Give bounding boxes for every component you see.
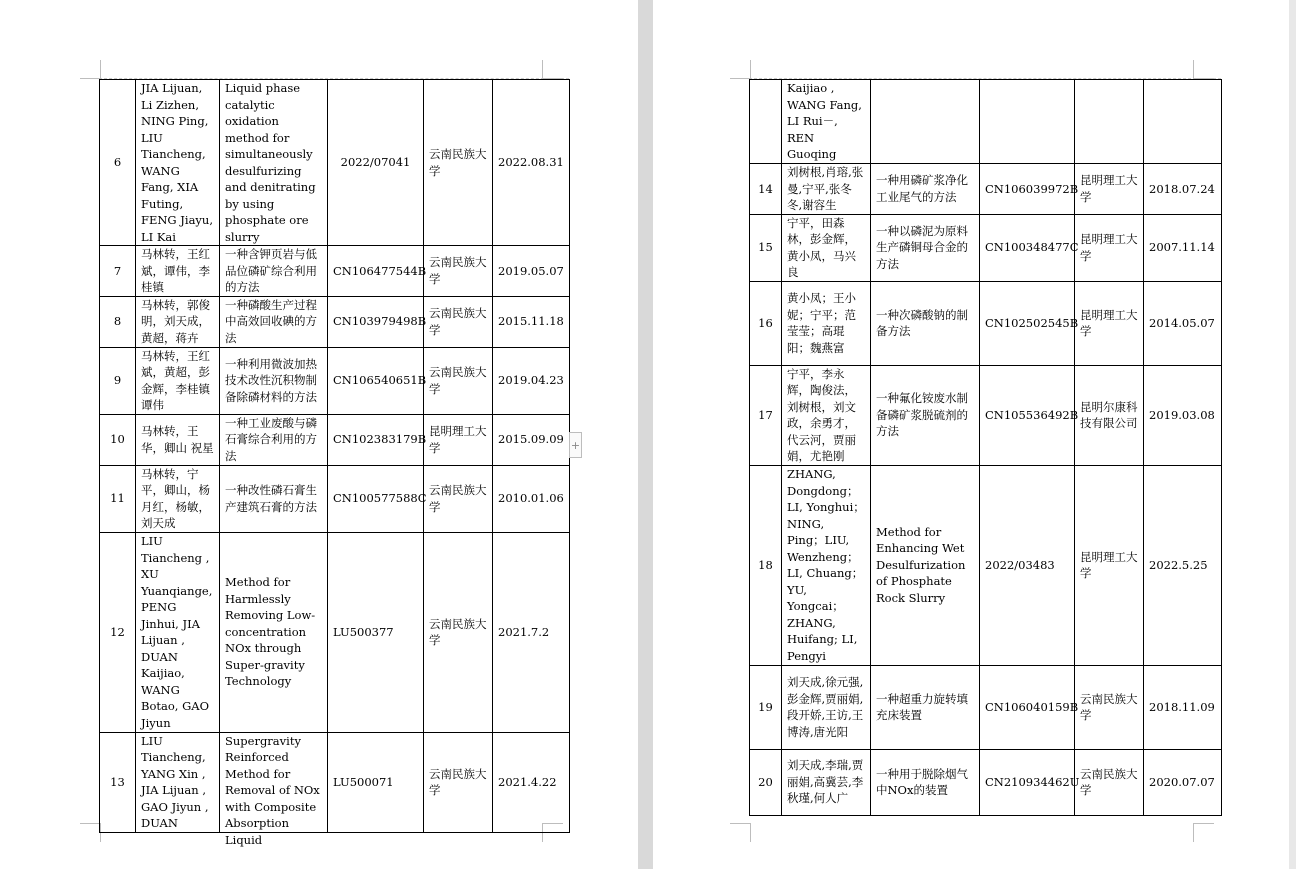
table-row	[750, 80, 1222, 164]
table-row	[100, 532, 570, 732]
date-cell: 2021.4.22	[493, 732, 570, 832]
table-row	[750, 365, 1222, 465]
row-number: 12	[100, 532, 136, 732]
application-number-cell: CN106477544B	[328, 246, 424, 297]
crop-mark-top-left	[80, 60, 101, 79]
inventors-cell: 马林转，宁平，卿山，杨月红，杨敏，刘天成	[136, 465, 220, 532]
crop-mark-top-right	[542, 60, 563, 79]
add-page-handle[interactable]: +	[569, 432, 582, 458]
application-number-cell: CN106540651B	[328, 347, 424, 414]
date-cell: 2019.03.08	[1144, 365, 1222, 465]
inventors-cell: 马林转，王红斌，黄超，彭金辉，李桂镇 谭伟	[136, 347, 220, 414]
date-cell: 2022.5.25	[1144, 465, 1222, 665]
row-number: 17	[750, 365, 782, 465]
application-number-cell	[980, 80, 1075, 164]
table-row	[100, 246, 570, 297]
date-cell: 2018.07.24	[1144, 164, 1222, 215]
date-cell: 2007.11.14	[1144, 214, 1222, 281]
table-row	[750, 214, 1222, 281]
patent-table-right	[749, 79, 1222, 816]
crop-mark-bottom-left	[730, 823, 751, 842]
table-row	[100, 347, 570, 414]
title-cell: 一种改性磷石膏生产建筑石膏的方法	[220, 465, 328, 532]
table-row	[750, 281, 1222, 365]
table-row	[100, 732, 570, 832]
inventors-cell: 宁平，李永辉，陶俊法，刘树根，刘文政，余勇才，代云河，贾丽娟，尤艳刚	[782, 365, 871, 465]
title-cell: 一种用于脱除烟气中NOx的装置	[871, 749, 980, 815]
table-row	[750, 665, 1222, 749]
page-gap	[638, 0, 653, 869]
row-number: 14	[750, 164, 782, 215]
inventors-cell: 刘天成,李瑞,贾丽娟,高冀芸,李秋瑾,何人广	[782, 749, 871, 815]
assignee-cell: 云南民族大学	[1075, 749, 1144, 815]
inventors-cell: ZHANG, Dongdong；LI, Yonghui；NING, Ping；LIU, Wenzheng；LI, Chuang；YU, Yongcai；ZHANG, Huifang; LI, Pengyi	[782, 465, 871, 665]
table-row	[750, 164, 1222, 215]
title-cell: Method for Harmlessly Removing Low-concentration NOx through Super-gravity Technology	[220, 532, 328, 732]
document-page-left	[0, 0, 638, 869]
inventors-cell: 马林转，王红斌，谭伟，李桂镇	[136, 246, 220, 297]
application-number-cell: 2022/07041	[328, 80, 424, 246]
application-number-cell: CN105536492B	[980, 365, 1075, 465]
date-cell: 2019.04.23	[493, 347, 570, 414]
title-cell: 一种含钾页岩与低品位磷矿综合利用的方法	[220, 246, 328, 297]
date-cell: 2015.09.09	[493, 414, 570, 465]
assignee-cell: 昆明理工大学	[1075, 164, 1144, 215]
row-number: 13	[100, 732, 136, 832]
date-cell	[1144, 80, 1222, 164]
crop-mark-top-left	[730, 60, 751, 79]
row-number: 7	[100, 246, 136, 297]
row-number: 6	[100, 80, 136, 246]
title-cell	[871, 80, 980, 164]
row-number: 18	[750, 465, 782, 665]
date-cell: 2015.11.18	[493, 296, 570, 347]
date-cell: 2022.08.31	[493, 80, 570, 246]
table-row	[750, 749, 1222, 815]
inventors-cell	[136, 732, 220, 832]
document-page-right	[653, 0, 1289, 869]
date-cell: 2018.11.09	[1144, 665, 1222, 749]
row-number: 15	[750, 214, 782, 281]
title-cell: 一种用磷矿浆净化工业尾气的方法	[871, 164, 980, 215]
inventors-text: Kaijiao , WANG Fang, LI Rui－, REN Guoqing	[787, 81, 862, 161]
inventors-cell: 刘天成,徐元强,彭金辉,贾丽娟,段开娇,王访,王博涛,唐光阳	[782, 665, 871, 749]
title-cell: 一种工业废酸与磷石膏综合利用的方法	[220, 414, 328, 465]
table-row	[750, 465, 1222, 665]
application-number-cell: CN106040159B	[980, 665, 1075, 749]
table-row	[100, 414, 570, 465]
title-cell	[220, 732, 328, 847]
crop-mark-bottom-left	[80, 823, 101, 842]
inventors-cell: 黄小凤；王小妮；宁平；范莹莹；高琨阳；魏燕富	[782, 281, 871, 365]
application-number-cell: 2022/03483	[980, 465, 1075, 665]
inventors-cell: 刘树根,肖瑢,张曼,宁平,张冬冬,谢容生	[782, 164, 871, 215]
assignee-cell: 昆明理工大学	[1075, 281, 1144, 365]
crop-mark-top-right	[1193, 60, 1214, 79]
crop-mark-bottom-right	[1193, 823, 1214, 842]
application-number-cell: CN102502545B	[980, 281, 1075, 365]
inventors-cell: JIA Lijuan, Li Zizhen, NING Ping, LIU Tiancheng, WANG Fang, XIA Futing, FENG Jiayu, LI Kai	[136, 80, 220, 246]
assignee-cell: 昆明理工大学	[1075, 465, 1144, 665]
table-row	[100, 465, 570, 532]
date-cell: 2010.01.06	[493, 465, 570, 532]
inventors-cell	[782, 80, 871, 164]
row-number: 8	[100, 296, 136, 347]
row-number: 19	[750, 665, 782, 749]
inventors-cell: LIU Tiancheng , XU Yuanqiange, PENG Jinhui, JIA Lijuan , DUAN Kaijiao, WANG Botao, GAO Jiyun	[136, 532, 220, 732]
application-number-cell: LU500377	[328, 532, 424, 732]
title-cell: 一种次磷酸钠的制备方法	[871, 281, 980, 365]
application-number-cell: LU500071	[328, 732, 424, 832]
inventors-cell: 马林转，郭俊明，刘天成，黄超，蒋卉	[136, 296, 220, 347]
inventors-text: LIU Tiancheng, YANG Xin , JIA Lijuan , GAO Jiyun , DUAN	[141, 733, 209, 830]
application-number-cell: CN106039972B	[980, 164, 1075, 215]
title-cell: Method for Enhancing Wet Desulfurization of Phosphate Rock Slurry	[871, 465, 980, 665]
assignee-cell: 云南民族大学	[424, 80, 493, 246]
assignee-cell: 云南民族大学	[424, 246, 493, 297]
title-cell: 一种以磷泥为原料生产磷铜母合金的方法	[871, 214, 980, 281]
table-row	[100, 80, 570, 246]
row-number: 20	[750, 749, 782, 815]
title-cell: 一种超重力旋转填充床装置	[871, 665, 980, 749]
row-number	[750, 80, 782, 164]
row-number: 11	[100, 465, 136, 532]
inventors-cell: 宁平，田森林，彭金辉，黄小凤，马兴良	[782, 214, 871, 281]
application-number-cell: CN103979498B	[328, 296, 424, 347]
assignee-cell: 云南民族大学	[1075, 665, 1144, 749]
date-cell: 2019.05.07	[493, 246, 570, 297]
table-row	[100, 296, 570, 347]
application-number-cell: CN210934462U	[980, 749, 1075, 815]
date-cell: 2021.7.2	[493, 532, 570, 732]
assignee-cell: 昆明理工大学	[1075, 214, 1144, 281]
date-cell: 2014.05.07	[1144, 281, 1222, 365]
inventors-cell: 马林转，王华，卿山 祝星	[136, 414, 220, 465]
application-number-cell: CN102383179B	[328, 414, 424, 465]
assignee-cell: 云南民族大学	[424, 347, 493, 414]
application-number-cell: CN100577588C	[328, 465, 424, 532]
application-number-cell: CN100348477C	[980, 214, 1075, 281]
assignee-cell: 云南民族大学	[424, 465, 493, 532]
assignee-cell: 云南民族大学	[424, 296, 493, 347]
row-number: 9	[100, 347, 136, 414]
date-cell: 2020.07.07	[1144, 749, 1222, 815]
assignee-cell: 云南民族大学	[424, 732, 493, 832]
title-cell: 一种磷酸生产过程中高效回收碘的方法	[220, 296, 328, 347]
title-text: Supergravity Reinforced Method for Removal of NOx with Composite Absorption Liquid	[225, 733, 320, 847]
row-number: 10	[100, 414, 136, 465]
title-cell: 一种利用微波加热技术改性沉积物制备除磷材料的方法	[220, 347, 328, 414]
title-cell: Liquid phase catalytic oxidation method for simultaneously desulfurizing and denitrating by using phosphate ore slurry	[220, 80, 328, 246]
assignee-cell	[1075, 80, 1144, 164]
title-cell: 一种氟化铵废水制备磷矿浆脱硫剂的方法	[871, 365, 980, 465]
assignee-cell: 昆明尔康科技有限公司	[1075, 365, 1144, 465]
assignee-cell: 云南民族大学	[424, 532, 493, 732]
assignee-cell: 昆明理工大学	[424, 414, 493, 465]
patent-table-left	[99, 79, 570, 847]
row-number: 16	[750, 281, 782, 365]
